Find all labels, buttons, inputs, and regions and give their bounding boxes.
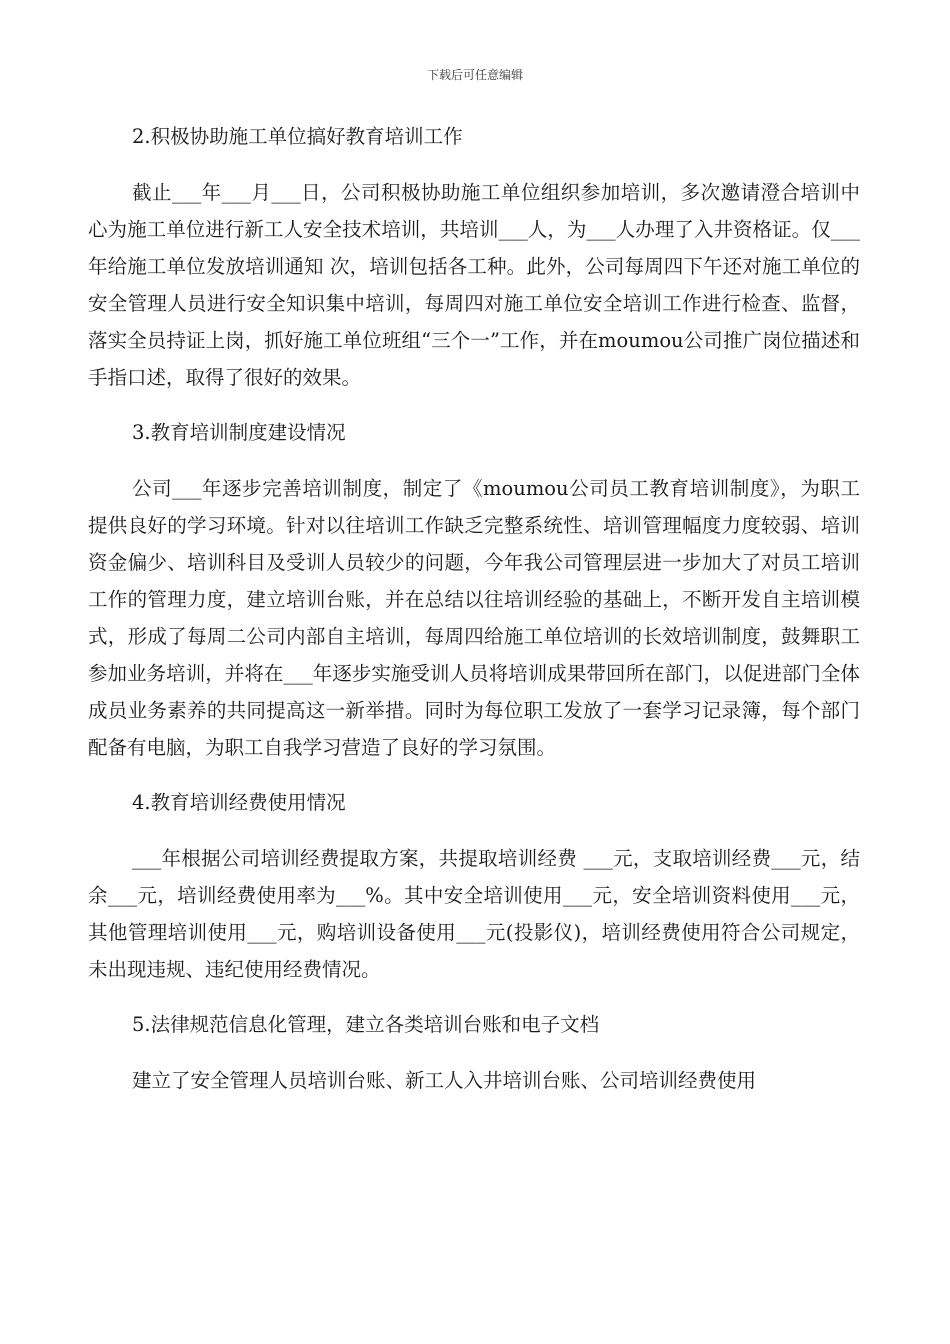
section-4-paragraph: ___年根据公司培训经费提取方案，共提取培训经费 ___元，支取培训经费___元，结余___元，培训经费使用率为___%。其中安全培训使用___元，安全培训资料使用___元，其他管理培训使用___元，购培训设备使用___元(投影仪)，培训经费使用符合公司规定，未出现违规、违纪使用经费情况。: [88, 847, 860, 981]
section-3-heading: 3.教育培训制度建设情况: [132, 421, 346, 444]
section-3-paragraph: 公司___年逐步完善培训制度，制定了《moumou公司员工教育培训制度》，为职工提供良好的学习环境。针对以往培训工作缺乏完整系统性、培训管理幅度力度较弱、培训资金偏少、培训科目及受训人员较少的问题，今年我公司管理层进一步加大了对员工培训工作的管理力度，建立培训台账，并在总结以往培训经验的基础上，不断开发自主培训模式，形成了每周二公司内部自主培训，每周四给施工单位培训的长效培训制度，鼓舞职工参加业务培训，并将在___年逐步实施受训人员将培训成果带回所在部门，以促进部门全体成员业务素养的共同提高这一新举措。同时为每位职工发放了一套学习记录簿，每个部门配备有电脑，为职工自我学习营造了良好的学习氛围。: [88, 477, 860, 759]
section-2-heading: 2.积极协助施工单位搞好教育培训工作: [132, 125, 463, 148]
section-4-heading: 4.教育培训经费使用情况: [132, 791, 346, 814]
document-body: [88, 118, 860, 1099]
section-5-heading: 5.法律规范信息化管理，建立各类培训台账和电子文档: [132, 1013, 600, 1036]
page-header: 下载后可任意编辑: [426, 68, 523, 82]
section-5-paragraph: 建立了安全管理人员培训台账、新工人入井培训台账、公司培训经费使用: [132, 1069, 757, 1092]
section-2-paragraph: 截止___年___月___日，公司积极协助施工单位组织参加培训，多次邀请澄合培训中心为施工单位进行新工人安全技术培训，共培训___人，为___人办理了入井资格证。仅___年给施工单位发放培训通知 次，培训包括各工种。此外，公司每周四下午还对施工单位的安全管理人员进行安全知识集中培训，每周四对施工单位安全培训工作进行检查、监督，落实全员持证上岗，抓好施工单位班组“三个一”工作，并在moumou公司推广岗位描述和手指口述，取得了很好的效果。: [88, 181, 860, 389]
